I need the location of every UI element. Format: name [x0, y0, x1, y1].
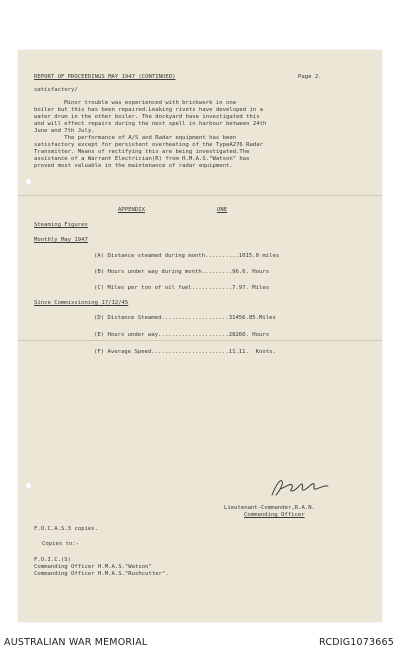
body-line: assistance of a Warrant Electrician(R) from H.M.A.S."Watson" has	[34, 156, 250, 162]
body-line: The performance of A/S and Radar equipment has been	[34, 135, 237, 141]
body-line: June and 7th July.	[34, 128, 95, 134]
figure-row: (C) Miles per ton of oil fuel............7.97. Miles	[94, 285, 270, 291]
figure-row: (B) Hours under way during month.........96.6. Hours	[94, 269, 270, 275]
figure-row: (F) Average Speed.......................11.11. Knots.	[94, 349, 276, 355]
footer-reference: RCDIG1073665	[319, 637, 394, 648]
body-line: Minor trouble was experienced with brickwork in one	[34, 100, 237, 106]
figure-row: (E) Hours under way.....................28260. Hours	[94, 332, 270, 338]
document-page	[18, 50, 382, 622]
body-line: and will effect repairs during the next spell in harbour between 24th	[34, 121, 267, 127]
body-line: satisfactory/	[34, 87, 78, 93]
figure-row: (A) Distance steamed during month..........1015.0 miles	[94, 253, 280, 259]
body-line: satisfactory except for persistent overheating of the TypeA276 Radar	[34, 142, 264, 148]
signatory-rank: Lieutenant-Commander,R.A.N.	[224, 505, 315, 511]
body-line: water drum in the other boiler. The dockyard have investigated this	[34, 114, 260, 120]
appendix-label: APPENDIX	[118, 207, 145, 213]
recipient: Commanding Officer H.M.A.S."Rushcutter".	[34, 571, 169, 577]
since-heading: Since Commissioning 17/12/45	[34, 300, 129, 306]
punch-hole	[25, 482, 32, 489]
body-line: proved most valuable in the maintenance of radar equipment.	[34, 163, 233, 169]
steaming-heading: Steaming Figures	[34, 222, 88, 228]
appendix-number: ONE	[217, 207, 228, 213]
fold-line	[18, 195, 382, 196]
signature-image	[268, 475, 330, 499]
body-line: Transmitter. Means of rectifying this are being investigated.The	[34, 149, 250, 155]
copies-to-label: Copies to:-	[42, 541, 80, 547]
body-line: boiler but this has been repaired.Leaking rivets have developed in a	[34, 107, 264, 113]
monthly-heading: Monthly May 1947	[34, 237, 88, 243]
footer-source: AUSTRALIAN WAR MEMORIAL	[4, 637, 148, 648]
figure-row: (D) Distance Steamed....................31456.85.Miles	[94, 315, 276, 321]
recipient: Commanding Officer H.M.A.S."Watson"	[34, 564, 152, 570]
report-title: REPORT OF PROCEEDINGS MAY 1947 (CONTINUED)	[34, 74, 176, 80]
signatory-title: Commanding Officer	[244, 512, 305, 518]
punch-hole	[25, 178, 32, 185]
fold-line	[18, 340, 382, 341]
distribution-focas: F.O.C.A.S.3 copies.	[34, 526, 98, 532]
page-number: Page 2.	[298, 74, 322, 80]
recipient: F.O.I.C.(S)	[34, 557, 72, 563]
